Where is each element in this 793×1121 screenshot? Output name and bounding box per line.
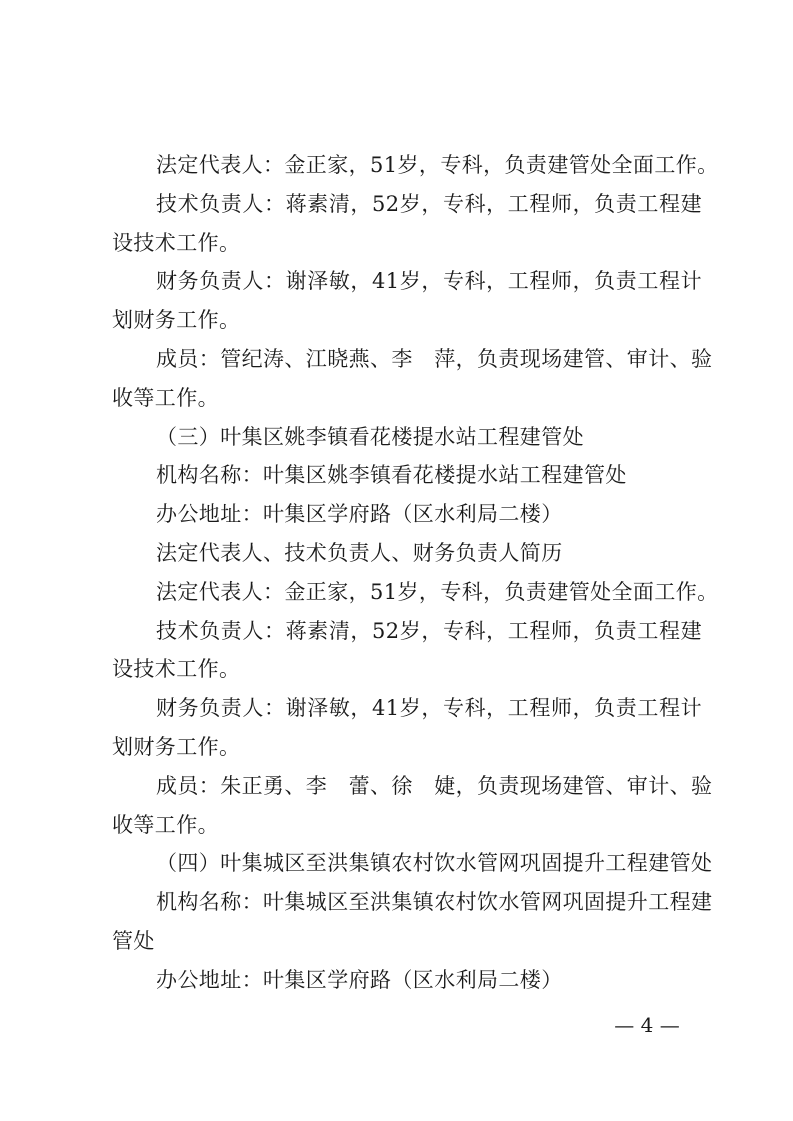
office-address-line-4: 办公地址：叶集区学府路（区水利局二楼）: [156, 967, 563, 992]
finance-lead-line-3: 财务负责人：谢泽敏，41岁，专科，工程师，负责工程计: [156, 696, 702, 721]
tech-lead-line-1-cont: 设技术工作。: [112, 230, 241, 255]
document-body: [112, 146, 719, 1000]
tech-lead-line-1: 技术负责人：蒋素清，52岁，专科，工程师，负责工程建: [156, 191, 702, 216]
page-number: — 4 —: [614, 1013, 680, 1037]
members-line-1-cont: 收等工作。: [112, 385, 219, 410]
section-heading-4: （四）叶集城区至洪集镇农村饮水管网巩固提升工程建管处: [156, 851, 713, 876]
legal-rep-line-1: 法定代表人：金正家，51岁，专科，负责建管处全面工作。: [156, 153, 719, 177]
members-line-3: 成员：朱正勇、李 蕾、徐 婕，负责现场建管、审计、验: [156, 773, 713, 798]
tech-lead-line-3-cont: 设技术工作。: [112, 657, 241, 682]
members-line-3-cont: 收等工作。: [112, 812, 219, 837]
org-name-line-3: 机构名称：叶集区姚李镇看花楼提水站工程建管处: [156, 463, 627, 488]
org-name-line-4: 机构名称：叶集城区至洪集镇农村饮水管网巩固提升工程建: [156, 890, 713, 915]
members-line-1: 成员：管纪涛、江晓燕、李 萍，负责现场建管、审计、验: [156, 346, 713, 371]
resume-heading-3: 法定代表人、技术负责人、财务负责人简历: [156, 540, 563, 565]
legal-rep-line-3: 法定代表人：金正家，51岁，专科，负责建管处全面工作。: [156, 579, 719, 604]
finance-lead-line-1-cont: 划财务工作。: [112, 308, 241, 333]
finance-lead-line-1: 财务负责人：谢泽敏，41岁，专科，工程师，负责工程计: [156, 269, 702, 294]
office-address-line-3: 办公地址：叶集区学府路（区水利局二楼）: [156, 502, 563, 527]
section-heading-3: （三）叶集区姚李镇看花楼提水站工程建管处: [156, 424, 584, 449]
org-name-line-4-cont: 管处: [112, 928, 155, 953]
finance-lead-line-3-cont: 划财务工作。: [112, 734, 241, 759]
tech-lead-line-3: 技术负责人：蒋素清，52岁，专科，工程师，负责工程建: [156, 618, 702, 643]
